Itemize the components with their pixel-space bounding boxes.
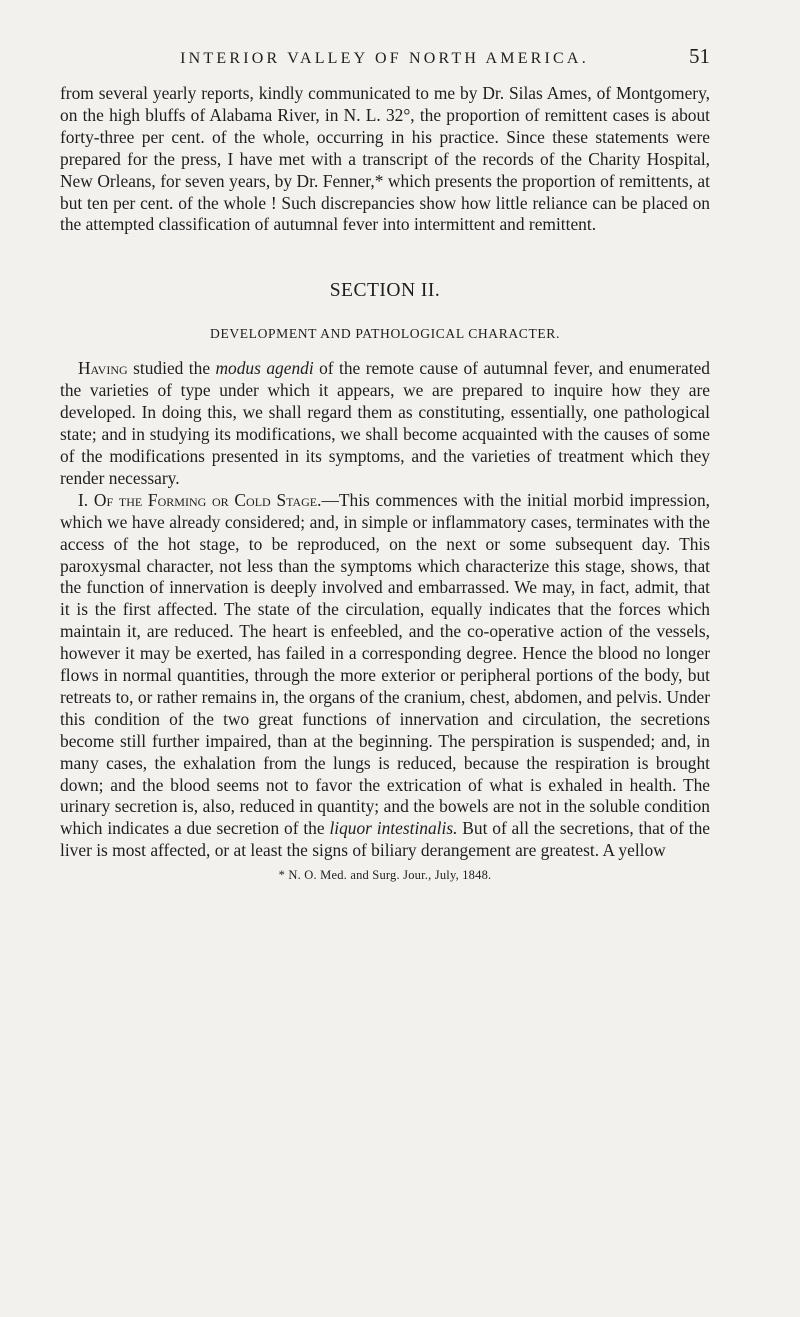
- paragraph-having-studied: [60, 358, 710, 489]
- paragraph-lead: Having: [78, 358, 128, 379]
- footnote: * N. O. Med. and Surg. Jour., July, 1848.: [278, 868, 492, 883]
- running-head: [60, 44, 710, 69]
- intro-paragraph: from several yearly reports, kindly communicated to me by Dr. Silas Ames, of Montgomery, on the high bluffs of Alabama River, in N. L. 32°, the proportion of remittent cases is about forty-three per cent. of the whole, occurring in his practice. Since these statements were prepared for the press, I have met with a transcript of the records of the Charity Hospital, New Orleans, for seven years, by Dr. Fenner,* which presents the proportion of remittents, at but ten per cent. of the whole ! Such discrepancies show how little reliance can be placed on the attempted classification of autumnal fever into intermittent and remittent.: [60, 83, 710, 235]
- italic-term: liquor intestinalis.: [329, 818, 458, 839]
- italic-term: modus agendi: [215, 358, 314, 379]
- paragraph-text: of the remote cause of autumnal fever, and enumerated the varieties of type under which it appears, we are prepared to inquire how they are developed. In doing this, we shall regard them as constituting, essentially, one pathological state; and in studying its modifications, we shall become acquainted with the causes of some of the modifications presented in its symptoms, and the varieties of treatment which they render necessary.: [60, 358, 711, 488]
- section-subtitle: DEVELOPMENT AND PATHOLOGICAL CHARACTER.: [210, 326, 560, 342]
- book-page: [60, 44, 710, 883]
- paragraph-heading: I. Of the Forming or Cold Stage.: [78, 489, 322, 510]
- paragraph-cold-stage: [60, 490, 710, 862]
- page-number: 51: [689, 44, 710, 68]
- paragraph-text: But of all the secretions, that of the liver is most affected, or at least the signs of biliary derangement are greatest. A yellow: [60, 818, 711, 861]
- running-head-title: INTERIOR VALLEY OF NORTH AMERICA.: [180, 50, 589, 67]
- section-title: SECTION II.: [329, 280, 441, 302]
- paragraph-text: —This commences with the initial morbid impression, which we have already considered; and, in simple or inflammatory cases, terminates with the access of the hot stage, to be reproduced, on the next or some subsequent day. This paroxysmal character, not less than the symptoms which characterize this stage, shows, that the function of innervation is deeply involved and embarrassed. We may, in fact, admit, that it is the first affected. The state of the circulation, equally indicates that the forces which maintain it, are reduced. The heart is enfeebled, and the co-operative action of the vessels, however it may be exerted, has failed in a corresponding degree. Hence the blood no longer flows in normal quantities, through the more exterior or peripheral portions of the body, but retreats to, or rather remains in, the organs of the cranium, chest, abdomen, and pelvis. Under this condition of the two great functions of innervation and circulation, the secretions become still further impaired, than at the beginning. The perspiration is suspended; and, in many cases, the exhalation from the lungs is reduced, because the respiration is brought down; and the blood seems not to favor the extrication of what is exhaled in health. The urinary secretion is, also, reduced in quantity; and the bowels are not in the soluble condition which indicates a due secretion of the: [60, 489, 711, 839]
- paragraph-text: studied the: [127, 358, 216, 379]
